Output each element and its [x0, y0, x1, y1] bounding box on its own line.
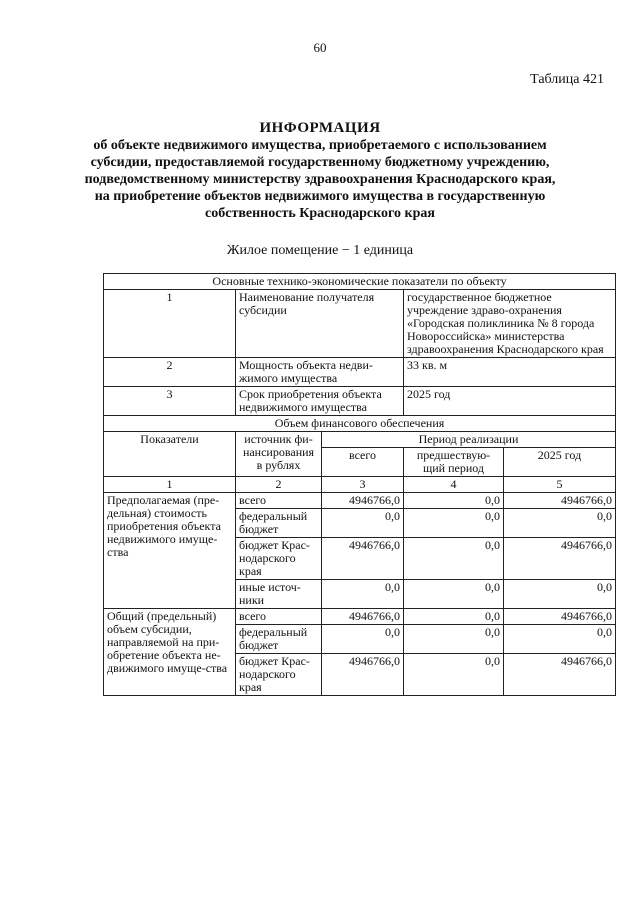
data-row: [104, 493, 616, 509]
section-title: Основные технико-экономические показатели по объекту: [104, 274, 616, 290]
year-cell: 0,0: [504, 509, 616, 538]
group-label: Предполагаемая (пре-дельная) стоимость приобретения объекта недвижимого имуще-ства: [104, 493, 236, 609]
header-previous: предшествую-щий период: [404, 448, 504, 477]
year-cell: 4946766,0: [504, 654, 616, 696]
source-cell: всего: [236, 493, 322, 509]
header-period: Период реализации: [322, 432, 616, 448]
row-value: 33 кв. м: [404, 358, 616, 387]
source-cell: всего: [236, 609, 322, 625]
row-value: 2025 год: [404, 387, 616, 416]
year-cell: 4946766,0: [504, 609, 616, 625]
info-row: [104, 358, 616, 387]
row-name: Наименование получателя субсидии: [236, 290, 404, 358]
source-cell: бюджет Крас-нодарского края: [236, 654, 322, 696]
header-total: всего: [322, 448, 404, 477]
row-number: 1: [104, 290, 236, 358]
total-cell: 0,0: [322, 625, 404, 654]
previous-cell: 0,0: [404, 538, 504, 580]
total-cell: 4946766,0: [322, 609, 404, 625]
data-row: [104, 609, 616, 625]
previous-cell: 0,0: [404, 609, 504, 625]
subtitle: Жилое помещение − 1 единица: [226, 243, 414, 258]
col-number: 5: [504, 477, 616, 493]
heading-line: на приобретение объектов недвижимого имущества в государственную: [94, 189, 546, 204]
group-label: Общий (предельный) объем субсидии, направляемой на при-обретение объекта не-движимого имуще-ства: [104, 609, 236, 696]
total-cell: 4946766,0: [322, 654, 404, 696]
previous-cell: 0,0: [404, 625, 504, 654]
header-source: источник фи-нансирования в рублях: [236, 432, 322, 477]
previous-cell: 0,0: [404, 509, 504, 538]
total-cell: 0,0: [322, 509, 404, 538]
table-label: Таблица 421: [530, 72, 604, 87]
page-number: 60: [313, 40, 327, 55]
heading-title: ИНФОРМАЦИЯ: [259, 120, 381, 136]
previous-cell: 0,0: [404, 580, 504, 609]
row-number: 3: [104, 387, 236, 416]
previous-cell: 0,0: [404, 493, 504, 509]
section-header-row: [104, 274, 616, 290]
header-indicators: Показатели: [104, 432, 236, 477]
column-numbers-row: [104, 477, 616, 493]
col-number: 2: [236, 477, 322, 493]
previous-cell: 0,0: [404, 654, 504, 696]
row-value: государственное бюджетное учреждение здраво-охранения «Городская поликлиника № 8 города Новороссийска» министерства здравоохранения Краснодарского края: [404, 290, 616, 358]
total-cell: 4946766,0: [322, 493, 404, 509]
col-number: 3: [322, 477, 404, 493]
info-row: [104, 387, 616, 416]
heading-line: подведомственному министерству здравоохранения Краснодарского края,: [84, 172, 556, 187]
row-name: Мощность объекта недви-жимого имущества: [236, 358, 404, 387]
total-cell: 0,0: [322, 580, 404, 609]
col-number: 4: [404, 477, 504, 493]
document-heading: [80, 120, 560, 222]
heading-line: собственность Краснодарского края: [205, 206, 435, 221]
year-cell: 0,0: [504, 580, 616, 609]
row-name: Срок приобретения объекта недвижимого имущества: [236, 387, 404, 416]
info-row: [104, 290, 616, 358]
source-cell: иные источ-ники: [236, 580, 322, 609]
source-cell: федеральный бюджет: [236, 509, 322, 538]
section-title: Объем финансового обеспечения: [104, 416, 616, 432]
heading-line: об объекте недвижимого имущества, приобретаемого с использованием: [93, 138, 547, 153]
year-cell: 4946766,0: [504, 493, 616, 509]
heading-line: субсидии, предоставляемой государственному бюджетному учреждению,: [90, 155, 550, 170]
section-header-row: [104, 416, 616, 432]
year-cell: 0,0: [504, 625, 616, 654]
total-cell: 4946766,0: [322, 538, 404, 580]
header-row: [104, 432, 616, 448]
col-number: 1: [104, 477, 236, 493]
row-number: 2: [104, 358, 236, 387]
year-cell: 4946766,0: [504, 538, 616, 580]
source-cell: федеральный бюджет: [236, 625, 322, 654]
info-table: [103, 273, 616, 696]
header-year: 2025 год: [504, 448, 616, 477]
source-cell: бюджет Крас-нодарского края: [236, 538, 322, 580]
